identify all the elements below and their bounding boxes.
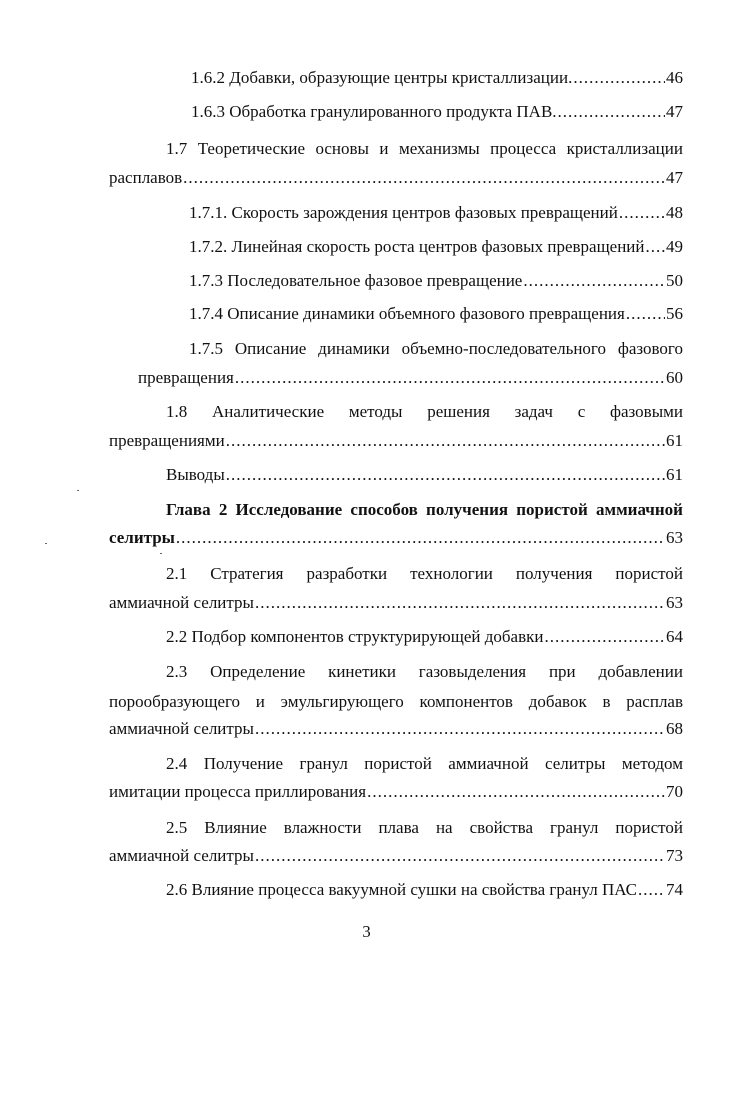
- word: способов: [350, 500, 418, 519]
- toc-entry-page: 63: [666, 528, 683, 547]
- toc-entry-title: аммиачной селитры: [109, 593, 254, 612]
- toc-entry-title: имитации процесса приллирования: [109, 782, 367, 801]
- toc-entry-title: расплавов: [109, 168, 183, 187]
- toc-entry-page: 47: [666, 102, 683, 121]
- word: влажности: [283, 818, 362, 837]
- word: Теоретические: [197, 139, 306, 158]
- dot-leader: [573, 62, 665, 93]
- toc-entry-1-7-line1: [166, 133, 683, 164]
- toc-entry-page: 63: [666, 593, 683, 612]
- word: фазовыми: [609, 402, 683, 421]
- toc-entry-page: 61: [666, 431, 683, 450]
- word: Стратегия: [210, 564, 284, 583]
- page-number: 3: [362, 922, 371, 941]
- word: Глава: [166, 500, 211, 519]
- word: свойства: [469, 818, 534, 837]
- word: пористой: [516, 500, 588, 519]
- word: гранул: [299, 754, 348, 773]
- word: получения: [426, 500, 509, 519]
- word: плава: [378, 818, 419, 837]
- word: кристаллизации: [566, 139, 683, 158]
- word: 2.5: [166, 818, 188, 837]
- word: пористой: [615, 564, 683, 583]
- scan-speck: [160, 553, 162, 554]
- toc-entry-title: 1.7.3 Последовательное фазовое превращение: [189, 271, 523, 290]
- toc-entry-1-7-4: [189, 298, 683, 329]
- word: аммиачной: [448, 754, 529, 773]
- toc-entry-2-2: [166, 621, 683, 652]
- toc-entry-title: аммиачной селитры: [109, 719, 254, 738]
- toc-entry-title: 2.2 Подбор компонентов структурирующей добавки: [166, 627, 544, 646]
- scan-speck: [45, 543, 47, 544]
- word: газовыделения: [418, 662, 527, 681]
- word: Исследование: [235, 500, 343, 519]
- scan-speck: [77, 490, 79, 491]
- dot-leader: [183, 162, 665, 193]
- word: 1.8: [166, 402, 188, 421]
- toc-entry-page: 50: [666, 271, 683, 290]
- word: механизмы: [398, 139, 480, 158]
- toc-entry-title: превращениями: [109, 431, 225, 450]
- toc-entry-page: 61: [666, 465, 683, 484]
- toc-entry-title: 1.7.1. Скорость зарождения центров фазовых превращений: [189, 203, 618, 222]
- toc-entry-page: 46: [666, 68, 683, 87]
- toc-entry-2-5-line1: [166, 812, 683, 843]
- word: и: [379, 139, 389, 158]
- word: динамики: [318, 339, 390, 358]
- word: расплав: [626, 692, 683, 711]
- word: 1.7.5: [189, 339, 223, 358]
- toc-entry-1-6-3: [191, 96, 683, 127]
- word: добавлении: [598, 662, 683, 681]
- toc-entry-page: 60: [666, 368, 683, 387]
- word: при: [548, 662, 576, 681]
- toc-entry-title: превращения: [138, 368, 234, 387]
- toc-entry-chapter-2-line2: [109, 522, 683, 553]
- toc-entry-page: 68: [666, 719, 683, 738]
- word: разработки: [306, 564, 388, 583]
- word: объемно-последовательного: [401, 339, 606, 358]
- toc-entry-2-4-line2: [109, 776, 683, 807]
- word: основы: [315, 139, 369, 158]
- toc-entry-page: 48: [666, 203, 683, 222]
- dot-leader: [558, 96, 665, 127]
- word: Аналитические: [211, 402, 325, 421]
- toc-entry-page: 73: [666, 846, 683, 865]
- dot-leader: [626, 298, 665, 329]
- toc-entry-2-4-line1: [166, 748, 683, 779]
- word: Получение: [203, 754, 284, 773]
- word: решения: [427, 402, 490, 421]
- toc-entry-1-7-5-line2: [138, 362, 683, 393]
- word: Влияние: [204, 818, 267, 837]
- toc-entry-1-7-line2: [109, 162, 683, 193]
- word: фазового: [617, 339, 683, 358]
- toc-entry-2-1-line2: [109, 587, 683, 618]
- toc-entry-2-3-line1: [166, 656, 683, 687]
- dot-leader: [619, 197, 665, 228]
- word: пористой: [364, 754, 432, 773]
- toc-entry-chapter-2-line1: [166, 494, 683, 525]
- dot-leader: [255, 587, 665, 618]
- word: эмульгирующего: [280, 692, 404, 711]
- word: в: [602, 692, 611, 711]
- toc-entry-conclusions: [166, 459, 683, 490]
- dot-leader: [235, 362, 665, 393]
- toc-entry-title: 1.6.3 Обработка гранулированного продукта ПАВ.: [191, 102, 557, 121]
- word: технологии: [410, 564, 493, 583]
- toc-entry-1-7-3: [189, 265, 683, 296]
- toc-entry-1-8-line1: [166, 396, 683, 427]
- word: порообразующего: [109, 692, 241, 711]
- word: методом: [621, 754, 683, 773]
- word: селитры: [545, 754, 606, 773]
- dot-leader: [255, 840, 665, 871]
- word: добавок: [528, 692, 587, 711]
- dot-leader: [226, 425, 665, 456]
- toc-entry-1-6-2: [191, 62, 683, 93]
- word: пористой: [615, 818, 683, 837]
- toc-entry-page: 74: [666, 880, 683, 899]
- toc-entry-title: Выводы: [166, 465, 225, 484]
- toc-entry-title: селитры: [109, 528, 175, 547]
- word: 1.7: [166, 139, 188, 158]
- word: компонентов: [419, 692, 513, 711]
- toc-entry-title: 1.6.2 Добавки, образующие центры кристаллизации.: [191, 68, 573, 87]
- word: Описание: [234, 339, 307, 358]
- toc-entry-page: 64: [666, 627, 683, 646]
- word: 2.1: [166, 564, 188, 583]
- toc-entry-title: аммиачной селитры: [109, 846, 254, 865]
- toc-entry-2-6: [166, 874, 683, 905]
- word: Определение: [210, 662, 306, 681]
- toc-entry-page: 56: [666, 304, 683, 323]
- dot-leader: [646, 231, 666, 262]
- toc-entry-1-8-line2: [109, 425, 683, 456]
- word: процесса: [490, 139, 557, 158]
- word: и: [255, 692, 265, 711]
- toc-entry-2-3-line3: [109, 713, 683, 744]
- dot-leader: [523, 265, 665, 296]
- word: аммиачной: [595, 500, 683, 519]
- dot-leader: [176, 522, 665, 553]
- word: 2: [218, 500, 228, 519]
- toc-entry-1-7-1: [189, 197, 683, 228]
- word: с: [577, 402, 586, 421]
- toc-entry-title: 1.7.2. Линейная скорость роста центров фазовых превращений: [189, 237, 645, 256]
- word: методы: [348, 402, 403, 421]
- word: 2.4: [166, 754, 188, 773]
- dot-leader: [255, 713, 665, 744]
- toc-entry-2-5-line2: [109, 840, 683, 871]
- word: на: [435, 818, 453, 837]
- toc-entry-page: 47: [666, 168, 683, 187]
- toc-entry-title: 1.7.4 Описание динамики объемного фазового превращения: [189, 304, 625, 323]
- dot-leader: [226, 459, 665, 490]
- word: гранул: [550, 818, 599, 837]
- word: получения: [515, 564, 593, 583]
- word: 2.3: [166, 662, 188, 681]
- dot-leader: [638, 874, 665, 905]
- dot-leader: [367, 776, 665, 807]
- word: кинетики: [328, 662, 396, 681]
- word: задач: [514, 402, 553, 421]
- dot-leader: [544, 621, 665, 652]
- toc-entry-1-7-5-line1: [189, 333, 683, 364]
- toc-entry-title: 2.6 Влияние процесса вакуумной сушки на свойства гранул ПАС: [166, 880, 638, 899]
- toc-entry-1-7-2: [189, 231, 683, 262]
- toc-entry-page: 70: [666, 782, 683, 801]
- toc-entry-2-1-line1: [166, 558, 683, 589]
- toc-entry-page: 49: [666, 237, 683, 256]
